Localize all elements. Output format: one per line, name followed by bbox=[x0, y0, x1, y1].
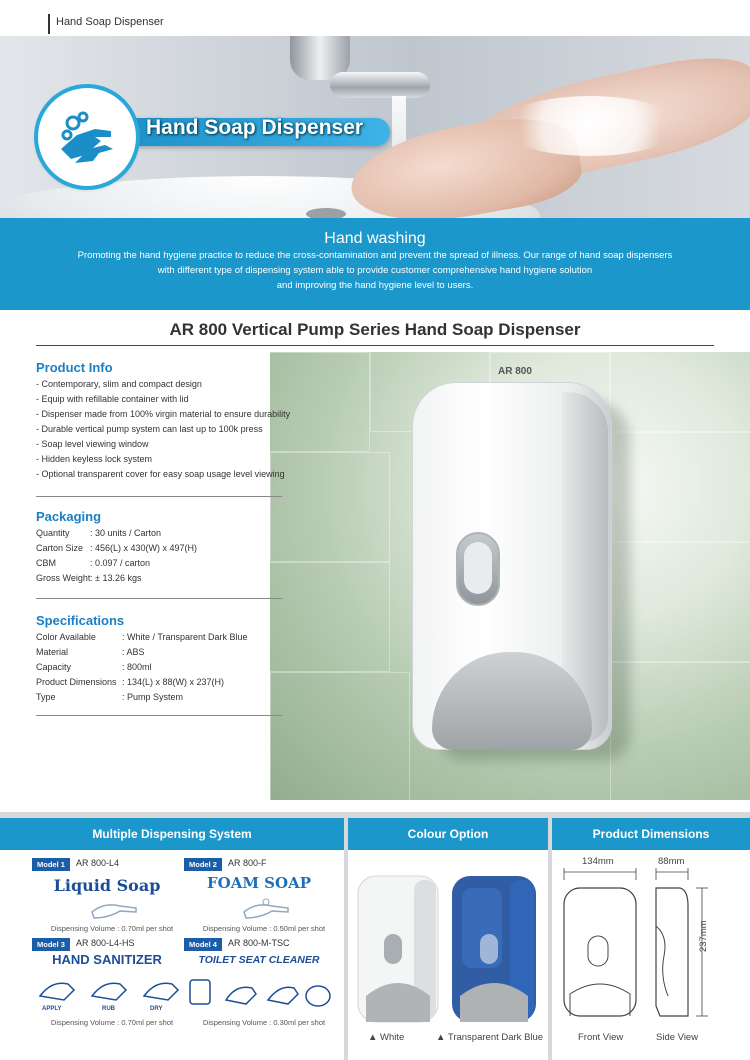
spec-row: Type : Pump System bbox=[36, 692, 184, 702]
list-item: - Dispenser made from 100% virgin material to ensure durability bbox=[36, 409, 291, 419]
packaging-section bbox=[36, 509, 197, 586]
sanitizer-steps-icon bbox=[34, 970, 184, 1006]
list-item: - Equip with refillable container with lid bbox=[36, 394, 189, 404]
colour-option-label: ▲ Transparent Dark Blue bbox=[436, 1032, 544, 1043]
view-label: Front View bbox=[578, 1032, 624, 1043]
specifications-heading: Specifications bbox=[36, 613, 125, 628]
dispensing-volume: Dispensing Volume : 0.50ml per shot bbox=[202, 924, 326, 933]
dimensions-heading: Product Dimensions bbox=[552, 818, 750, 850]
view-label: Side View bbox=[656, 1032, 699, 1043]
hand-icon bbox=[90, 898, 140, 920]
dispensing-volume: Dispensing Volume : 0.70ml per shot bbox=[50, 1018, 174, 1027]
depth-label: 88mm bbox=[658, 856, 685, 867]
dispenser-image bbox=[412, 382, 616, 754]
dimensions-band bbox=[552, 812, 750, 850]
intro-line: and improving the hand hygiene level to users. bbox=[276, 280, 474, 291]
title-divider bbox=[36, 345, 714, 346]
list-item: - Optional transparent cover for easy soap usage level viewing bbox=[36, 469, 285, 479]
height-label: 237mm bbox=[698, 920, 709, 952]
product-info-heading: Product Info bbox=[36, 360, 113, 375]
drain-image bbox=[306, 208, 346, 218]
colour-option-label: ▲ White bbox=[368, 1032, 405, 1043]
hand-icon bbox=[242, 896, 292, 920]
section-divider bbox=[36, 598, 282, 599]
blue-dispenser-image bbox=[450, 874, 538, 1024]
model-label: Model 2 bbox=[184, 858, 222, 871]
packaging-row: CBM : 0.097 / carton bbox=[36, 558, 151, 568]
liquid-soap-logo: Liquid Soap bbox=[53, 876, 161, 895]
step-label: RUB bbox=[102, 1006, 115, 1012]
packaging-row: Gross Weight : ± 13.26 kgs bbox=[36, 573, 142, 583]
model-code: AR 800-F bbox=[228, 858, 267, 868]
model-code: AR 800-L4-HS bbox=[76, 938, 135, 948]
list-item: - Hidden keyless lock system bbox=[36, 454, 153, 464]
section-divider bbox=[36, 496, 282, 497]
white-dispenser-image bbox=[356, 874, 440, 1024]
list-item: - Soap level viewing window bbox=[36, 439, 149, 449]
intro-heading: Hand washing bbox=[324, 230, 426, 247]
spec-row: Product Dimensions : 134(L) x 88(W) x 237(H) bbox=[36, 677, 225, 687]
intro-line: with different type of dispensing system able to provide customer comprehensive hand hygiene solution bbox=[157, 265, 593, 276]
section-divider bbox=[36, 715, 282, 716]
foam-image bbox=[500, 96, 680, 156]
toilet-seat-cleaner-logo: TOILET SEAT CLEANER bbox=[198, 954, 320, 966]
dispensing-volume: Dispensing Volume : 0.30ml per shot bbox=[202, 1018, 326, 1027]
spec-row: Capacity : 800ml bbox=[36, 662, 152, 672]
width-label: 134mm bbox=[582, 856, 614, 867]
step-label: DRY bbox=[150, 1006, 163, 1012]
colour-heading: Colour Option bbox=[348, 818, 548, 850]
packaging-row: Carton Size : 456(L) x 430(W) x 497(H) bbox=[36, 543, 198, 553]
dimension-drawing bbox=[552, 866, 750, 1026]
bottom-section bbox=[0, 812, 750, 1060]
model-card bbox=[184, 938, 334, 1058]
colour-panel bbox=[348, 850, 548, 1060]
model-label: Model 1 bbox=[32, 858, 70, 871]
packaging-heading: Packaging bbox=[36, 509, 102, 524]
step-label: APPLY bbox=[42, 1006, 62, 1012]
model-label: Model 4 bbox=[184, 938, 222, 951]
colour-band bbox=[348, 812, 548, 850]
dispensing-panel bbox=[0, 850, 344, 1060]
toilet-seat-steps-icon bbox=[186, 970, 336, 1014]
dimensions-panel bbox=[552, 850, 750, 1060]
model-card bbox=[32, 858, 182, 940]
model-card bbox=[184, 858, 334, 940]
list-item: - Contemporary, slim and compact design bbox=[36, 379, 202, 389]
spec-row: Color Available : White / Transparent Dark Blue bbox=[36, 632, 248, 642]
page-header bbox=[0, 0, 750, 36]
hand-sanitizer-logo: HAND SANITIZER bbox=[52, 952, 162, 967]
hand-wash-icon bbox=[55, 105, 119, 169]
hero-banner bbox=[0, 36, 750, 218]
model-label: Model 3 bbox=[32, 938, 70, 951]
model-tag: AR 800 bbox=[498, 366, 532, 377]
faucet-spout-image bbox=[330, 72, 430, 98]
intro-line: Promoting the hand hygiene practice to reduce the cross-contamination and prevent the spread of illness. Our range of hand soap dispensers bbox=[77, 250, 673, 261]
dispensing-band bbox=[0, 812, 344, 850]
specifications-section bbox=[36, 613, 248, 705]
spec-row: Material : ABS bbox=[36, 647, 145, 657]
dispensing-volume: Dispensing Volume : 0.70ml per shot bbox=[50, 924, 174, 933]
header-rule bbox=[48, 14, 50, 34]
list-item: - Durable vertical pump system can last up to 100k press bbox=[36, 424, 263, 434]
section-label: Hand Soap Dispenser bbox=[56, 16, 164, 28]
model-card bbox=[32, 938, 182, 1058]
dispensing-heading: Multiple Dispensing System bbox=[0, 818, 344, 850]
hero-title: Hand Soap Dispenser bbox=[146, 116, 364, 139]
foam-soap-logo: FOAM SOAP bbox=[207, 874, 311, 892]
hand-wash-badge bbox=[38, 88, 136, 186]
product-info-section bbox=[36, 360, 290, 482]
model-code: AR 800-L4 bbox=[76, 858, 120, 868]
product-title: AR 800 Vertical Pump Series Hand Soap Dispenser bbox=[169, 320, 581, 339]
model-code: AR 800-M-TSC bbox=[228, 938, 290, 948]
intro-band bbox=[0, 218, 750, 310]
packaging-row: Quantity : 30 units / Carton bbox=[36, 528, 162, 538]
